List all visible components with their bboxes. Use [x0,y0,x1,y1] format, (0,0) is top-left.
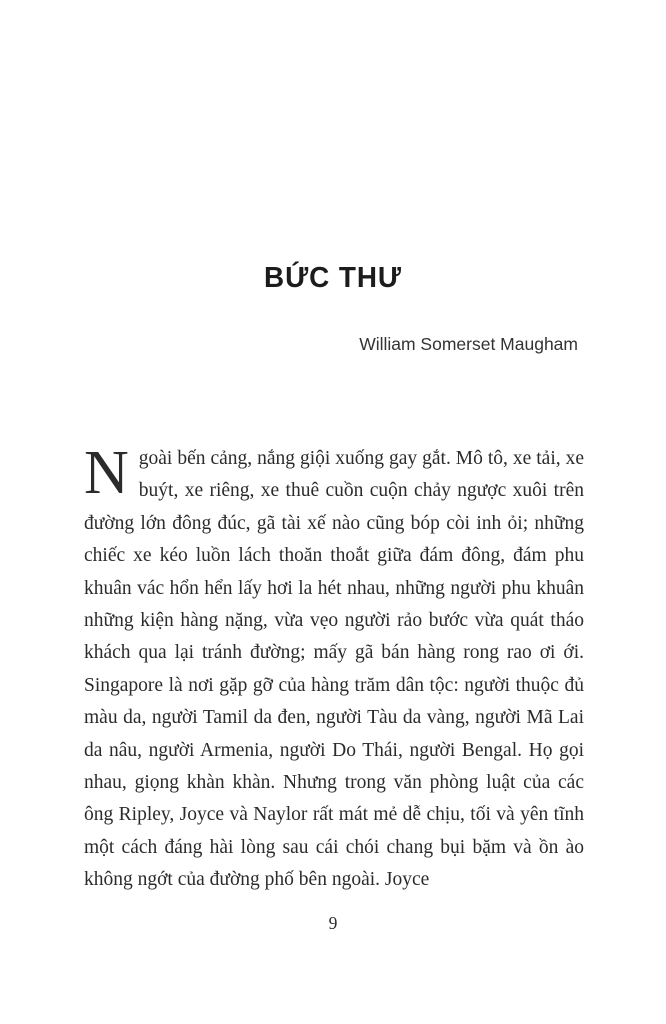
page-number: 9 [328,913,338,933]
chapter-title: BỨC THƯ [264,262,402,294]
body-paragraph [84,439,584,897]
author-name: William Somerset Maugham [359,334,578,354]
paragraph-text: goài bến cảng, nắng giội xuống gay gắt. Mô tô, xe tải, xe buýt, xe riêng, xe thuê cuồn cuộn chảy ngược xuôi trên đường lớn đông đúc, gã tài xế nào cũng bóp còi inh ỏi; những chiếc xe kéo luồn lách thoăn thoắt giữa đám đông, đám phu khuân vác hổn hển lấy hơi la hét nhau, những người phu khuân những kiện hàng nặng, vừa vẹo người rảo bước vừa quát tháo khách qua lại tránh đường; mấy gã bán hàng rong rao ơi ới. Singapore là nơi gặp gỡ của hàng trăm dân tộc: người thuộc đủ màu da, người Tamil da đen, người Tàu da vàng, người Mã Lai da nâu, người Armenia, người Do Thái, người Bengal. Họ gọi nhau, giọng khàn khàn. Nhưng trong văn phòng luật của các ông Ripley, Joyce và Naylor rất mát mẻ dễ chịu, tối và yên tĩnh một cách đáng hài lòng sau cái chói chang bụi bặm và ồn ào không ngớt của đường phố bên ngoài. Joyce [84,448,584,891]
drop-cap: N [84,439,129,507]
